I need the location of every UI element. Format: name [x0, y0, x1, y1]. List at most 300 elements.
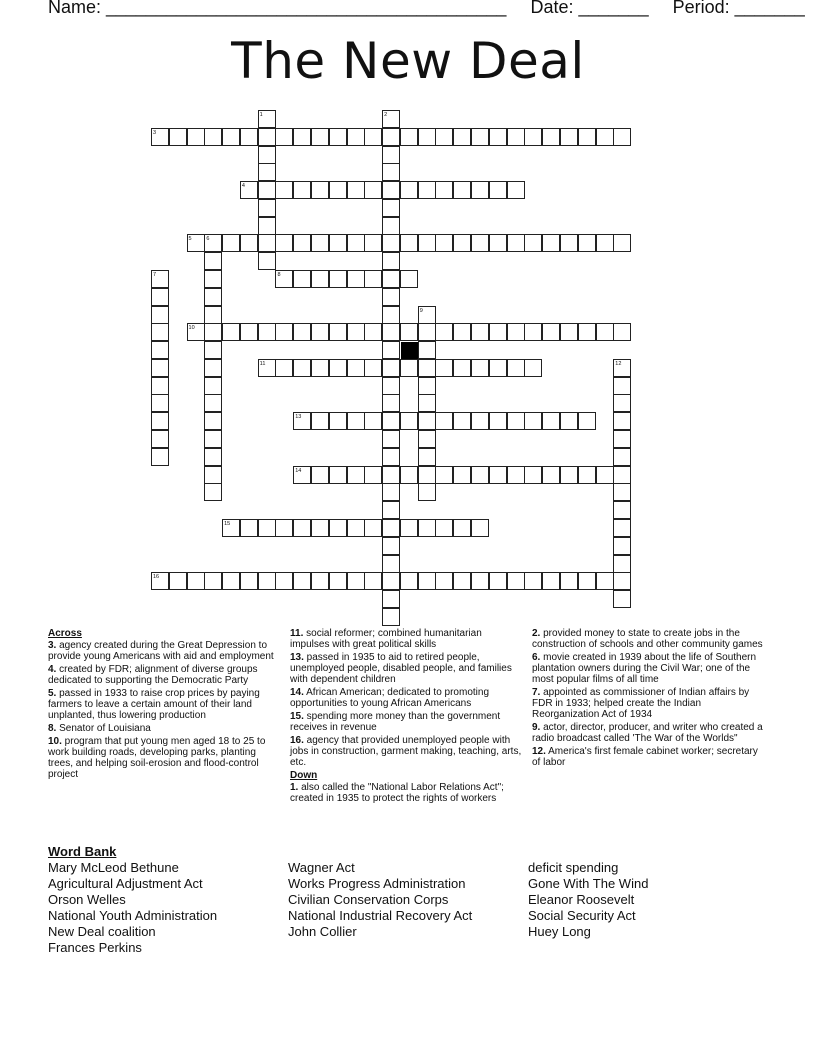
crossword-cell[interactable]	[364, 412, 382, 430]
crossword-cell[interactable]	[293, 128, 311, 146]
crossword-cell[interactable]	[382, 181, 400, 199]
crossword-cell[interactable]	[347, 412, 365, 430]
crossword-cell[interactable]	[204, 448, 222, 466]
crossword-cell[interactable]	[578, 412, 596, 430]
clue-number-label: 6.	[532, 652, 541, 663]
crossword-cell[interactable]	[453, 181, 471, 199]
crossword-cell[interactable]	[275, 359, 293, 377]
crossword-cell[interactable]	[329, 181, 347, 199]
crossword-cell[interactable]	[204, 306, 222, 324]
crossword-cell[interactable]	[275, 519, 293, 537]
crossword-cell[interactable]	[471, 323, 489, 341]
crossword-cell[interactable]	[435, 519, 453, 537]
crossword-cell[interactable]	[524, 323, 542, 341]
crossword-cell[interactable]	[382, 110, 400, 128]
crossword-cell[interactable]	[258, 323, 276, 341]
crossword-cell[interactable]	[275, 270, 293, 288]
crossword-cell[interactable]	[596, 572, 614, 590]
crossword-cell[interactable]	[293, 466, 311, 484]
crossword-cell[interactable]	[418, 430, 436, 448]
crossword-cell[interactable]	[400, 359, 418, 377]
crossword-cell[interactable]	[293, 572, 311, 590]
crossword-cell[interactable]	[329, 270, 347, 288]
crossword-cell[interactable]	[613, 537, 631, 555]
word-bank-entry: New Deal coalition	[48, 924, 156, 939]
crossword-cell[interactable]	[240, 572, 258, 590]
crossword-cell[interactable]	[382, 555, 400, 573]
crossword-cell[interactable]	[151, 270, 169, 288]
crossword-cell[interactable]	[151, 288, 169, 306]
crossword-cell[interactable]	[169, 572, 187, 590]
crossword-cell[interactable]	[489, 128, 507, 146]
crossword-cell[interactable]	[258, 519, 276, 537]
crossword-cell[interactable]	[418, 377, 436, 395]
crossword-cell[interactable]	[578, 466, 596, 484]
crossword-cell[interactable]	[187, 234, 205, 252]
crossword-cell[interactable]	[613, 359, 631, 377]
crossword-cell[interactable]	[382, 128, 400, 146]
crossword-cell[interactable]	[542, 234, 560, 252]
crossword-cell[interactable]	[329, 128, 347, 146]
crossword-cell[interactable]	[418, 572, 436, 590]
crossword-cell[interactable]	[435, 323, 453, 341]
crossword-cell[interactable]	[169, 128, 187, 146]
crossword-cell[interactable]	[347, 572, 365, 590]
crossword-cell[interactable]	[382, 163, 400, 181]
crossword-cell[interactable]	[560, 466, 578, 484]
crossword-cell[interactable]	[382, 146, 400, 164]
crossword-cell[interactable]	[151, 377, 169, 395]
crossword-cell[interactable]	[151, 430, 169, 448]
crossword-cell[interactable]	[258, 146, 276, 164]
crossword-cell[interactable]	[435, 359, 453, 377]
crossword-cell[interactable]	[400, 270, 418, 288]
crossword-cell[interactable]	[578, 572, 596, 590]
crossword-cell[interactable]	[275, 181, 293, 199]
crossword-cell[interactable]	[578, 323, 596, 341]
crossword-cell[interactable]	[151, 323, 169, 341]
crossword-cell[interactable]	[418, 341, 436, 359]
crossword-cell[interactable]	[151, 341, 169, 359]
crossword-cell[interactable]	[293, 359, 311, 377]
clue-number: 13	[295, 414, 302, 421]
crossword-cell[interactable]	[578, 234, 596, 252]
crossword-cell[interactable]	[596, 128, 614, 146]
crossword-cell[interactable]	[382, 412, 400, 430]
crossword-cell[interactable]	[507, 412, 525, 430]
crossword-cell[interactable]	[453, 466, 471, 484]
clue-down	[532, 722, 768, 744]
crossword-cell[interactable]	[258, 234, 276, 252]
date-field-label[interactable]: Date: _______	[530, 0, 649, 17]
crossword-cell[interactable]	[613, 466, 631, 484]
crossword-cell[interactable]	[507, 466, 525, 484]
crossword-cell[interactable]	[258, 181, 276, 199]
crossword-cell[interactable]	[382, 306, 400, 324]
crossword-cell[interactable]	[596, 323, 614, 341]
crossword-cell[interactable]	[613, 128, 631, 146]
crossword-cell[interactable]	[364, 572, 382, 590]
crossword-cell[interactable]	[507, 359, 525, 377]
crossword-cell[interactable]	[151, 306, 169, 324]
crossword-cell[interactable]	[329, 323, 347, 341]
crossword-cell[interactable]	[151, 128, 169, 146]
crossword-cell[interactable]	[613, 590, 631, 608]
crossword-cell[interactable]	[222, 128, 240, 146]
crossword-cell[interactable]	[347, 323, 365, 341]
crossword-cell[interactable]	[311, 128, 329, 146]
clue-number: 10	[188, 325, 195, 332]
crossword-cell[interactable]	[524, 234, 542, 252]
crossword-cell[interactable]	[471, 412, 489, 430]
crossword-cell[interactable]	[471, 572, 489, 590]
crossword-cell[interactable]	[347, 466, 365, 484]
clue-across	[290, 687, 522, 709]
crossword-cell[interactable]	[418, 181, 436, 199]
crossword-cell[interactable]	[311, 270, 329, 288]
crossword-cell[interactable]	[204, 341, 222, 359]
crossword-cell[interactable]	[524, 359, 542, 377]
crossword-cell[interactable]	[258, 128, 276, 146]
crossword-cell[interactable]	[400, 519, 418, 537]
clue-number-label: 10.	[48, 736, 62, 747]
crossword-cell[interactable]	[293, 270, 311, 288]
crossword-cell[interactable]	[435, 412, 453, 430]
crossword-cell[interactable]	[204, 412, 222, 430]
crossword-cell[interactable]	[453, 572, 471, 590]
crossword-cell[interactable]	[364, 323, 382, 341]
crossword-cell[interactable]	[382, 590, 400, 608]
crossword-cell[interactable]	[204, 377, 222, 395]
crossword-cell[interactable]	[364, 519, 382, 537]
clue-across	[48, 664, 280, 686]
crossword-cell[interactable]	[542, 323, 560, 341]
crossword-cell[interactable]	[311, 359, 329, 377]
word-bank-entry: Gone With The Wind	[528, 876, 649, 891]
crossword-cell[interactable]	[204, 572, 222, 590]
crossword-cell[interactable]	[542, 412, 560, 430]
word-bank-entry: Eleanor Roosevelt	[528, 892, 635, 907]
crossword-cell[interactable]	[347, 128, 365, 146]
crossword-cell[interactable]	[489, 323, 507, 341]
crossword-cell[interactable]	[613, 555, 631, 573]
crossword-cell[interactable]	[613, 430, 631, 448]
crossword-cell[interactable]	[364, 181, 382, 199]
clue-text: spending more money than the government receives in revenue	[290, 711, 501, 733]
crossword-cell[interactable]	[204, 252, 222, 270]
crossword-cell[interactable]	[293, 412, 311, 430]
crossword-cell[interactable]	[222, 323, 240, 341]
crossword-cell[interactable]	[204, 270, 222, 288]
crossword-cell[interactable]	[400, 128, 418, 146]
word-bank-entry: Wagner Act	[288, 860, 355, 875]
crossword-cell[interactable]	[453, 359, 471, 377]
crossword-cell[interactable]	[453, 234, 471, 252]
crossword-cell[interactable]	[382, 608, 400, 626]
crossword-cell[interactable]	[489, 181, 507, 199]
crossword-cell[interactable]	[329, 572, 347, 590]
crossword-cell[interactable]	[240, 323, 258, 341]
crossword-cell[interactable]	[204, 359, 222, 377]
clue-across	[290, 735, 522, 768]
clue-across	[290, 628, 522, 650]
crossword-cell[interactable]	[204, 430, 222, 448]
crossword-cell[interactable]	[507, 234, 525, 252]
crossword-cell[interactable]	[382, 483, 400, 501]
crossword-cell[interactable]	[311, 466, 329, 484]
crossword-cell[interactable]	[524, 412, 542, 430]
clue-down	[532, 746, 768, 768]
crossword-cell[interactable]	[382, 537, 400, 555]
crossword-cell[interactable]	[435, 572, 453, 590]
crossword-cell[interactable]	[187, 323, 205, 341]
crossword-cell[interactable]	[187, 572, 205, 590]
crossword-cell[interactable]	[275, 128, 293, 146]
clue-across	[48, 640, 280, 662]
crossword-cell[interactable]	[204, 483, 222, 501]
crossword-cell[interactable]	[347, 270, 365, 288]
crossword-cell[interactable]	[578, 128, 596, 146]
crossword-cell[interactable]	[435, 466, 453, 484]
crossword-cell[interactable]	[364, 270, 382, 288]
crossword-cell[interactable]	[311, 234, 329, 252]
crossword-cell[interactable]	[400, 181, 418, 199]
crossword-cell[interactable]	[418, 466, 436, 484]
crossword-cell[interactable]	[240, 128, 258, 146]
crossword-cell[interactable]	[507, 181, 525, 199]
clue-number-label: 2.	[532, 628, 541, 639]
crossword-cell[interactable]	[489, 234, 507, 252]
crossword-cell[interactable]	[329, 359, 347, 377]
clue-across	[48, 688, 280, 721]
crossword-cell[interactable]	[311, 181, 329, 199]
crossword-cell[interactable]	[382, 519, 400, 537]
crossword-cell[interactable]	[258, 252, 276, 270]
crossword-cell[interactable]	[418, 394, 436, 412]
crossword-cell[interactable]	[151, 359, 169, 377]
crossword-cell[interactable]	[613, 377, 631, 395]
crossword-cell[interactable]	[489, 412, 507, 430]
clue-number: 14	[295, 467, 302, 474]
crossword-cell[interactable]	[258, 572, 276, 590]
crossword-cell[interactable]	[596, 466, 614, 484]
crossword-cell[interactable]	[418, 234, 436, 252]
word-bank-column-2	[288, 860, 472, 940]
crossword-cell[interactable]	[275, 234, 293, 252]
crossword-cell[interactable]	[382, 448, 400, 466]
crossword-cell[interactable]	[489, 466, 507, 484]
clue-down	[290, 782, 522, 804]
crossword-cell[interactable]	[347, 234, 365, 252]
crossword-cell[interactable]	[560, 234, 578, 252]
crossword-cell[interactable]	[613, 448, 631, 466]
crossword-cell[interactable]	[240, 519, 258, 537]
crossword-cell[interactable]	[560, 412, 578, 430]
crossword-cell[interactable]	[204, 323, 222, 341]
crossword-cell[interactable]	[329, 519, 347, 537]
crossword-cell[interactable]	[471, 234, 489, 252]
period-field-label[interactable]: Period: _______	[672, 0, 805, 17]
crossword-cell[interactable]	[347, 519, 365, 537]
crossword-cell[interactable]	[471, 359, 489, 377]
crossword-cell[interactable]	[418, 306, 436, 324]
crossword-cell[interactable]	[418, 323, 436, 341]
crossword-cell[interactable]	[382, 394, 400, 412]
crossword-cell[interactable]	[258, 359, 276, 377]
crossword-cell[interactable]	[347, 181, 365, 199]
crossword-cell[interactable]	[471, 128, 489, 146]
crossword-cell[interactable]	[364, 234, 382, 252]
crossword-cell[interactable]	[382, 466, 400, 484]
clue-number-label: 13.	[290, 652, 304, 663]
crossword-cell[interactable]	[311, 572, 329, 590]
crossword-cell[interactable]	[453, 412, 471, 430]
crossword-cell[interactable]	[382, 430, 400, 448]
crossword-cell[interactable]	[524, 466, 542, 484]
crossword-cell[interactable]	[293, 323, 311, 341]
crossword-cell[interactable]	[613, 394, 631, 412]
crossword-cell[interactable]	[293, 234, 311, 252]
crossword-cell[interactable]	[489, 359, 507, 377]
crossword-cell[interactable]	[258, 110, 276, 128]
crossword-cell[interactable]	[382, 359, 400, 377]
name-field-label[interactable]: Name: ________________________________________	[48, 0, 507, 17]
crossword-cell[interactable]	[311, 323, 329, 341]
crossword-cell[interactable]	[400, 323, 418, 341]
crossword-cell[interactable]	[151, 412, 169, 430]
crossword-cell[interactable]	[418, 412, 436, 430]
clue-down	[532, 628, 768, 650]
crossword-cell[interactable]	[329, 466, 347, 484]
crossword-cell[interactable]	[489, 572, 507, 590]
crossword-cell[interactable]	[507, 572, 525, 590]
crossword-cell[interactable]	[613, 483, 631, 501]
crossword-cell[interactable]	[418, 359, 436, 377]
crossword-cell[interactable]	[418, 448, 436, 466]
crossword-cell[interactable]	[382, 572, 400, 590]
crossword-cell[interactable]	[613, 412, 631, 430]
crossword-cell[interactable]	[435, 181, 453, 199]
crossword-cell[interactable]	[347, 359, 365, 377]
crossword-cell[interactable]	[453, 323, 471, 341]
crossword-cell[interactable]	[542, 572, 560, 590]
crossword-cell[interactable]	[507, 323, 525, 341]
clue-text: America's first female cabinet worker; secretary of labor	[532, 746, 758, 768]
crossword-cell[interactable]	[275, 572, 293, 590]
crossword-cell[interactable]	[382, 199, 400, 217]
crossword-cell[interactable]	[613, 323, 631, 341]
crossword-cell[interactable]	[151, 572, 169, 590]
word-bank-entry: Mary McLeod Bethune	[48, 860, 179, 875]
crossword-cell[interactable]	[613, 519, 631, 537]
crossword-cell[interactable]	[542, 466, 560, 484]
crossword-cell[interactable]	[204, 466, 222, 484]
crossword-cell[interactable]	[222, 572, 240, 590]
word-bank-entry: Agricultural Adjustment Act	[48, 876, 203, 891]
crossword-cell[interactable]	[382, 323, 400, 341]
crossword-cell[interactable]	[382, 252, 400, 270]
clue-number: 9	[419, 307, 423, 314]
crossword-cell[interactable]	[382, 288, 400, 306]
crossword-cell[interactable]	[382, 501, 400, 519]
crossword-cell[interactable]	[435, 128, 453, 146]
crossword-cell[interactable]	[382, 341, 400, 359]
clue-number-label: 15.	[290, 711, 304, 722]
crossword-cell[interactable]	[329, 234, 347, 252]
crossword-cell[interactable]	[524, 128, 542, 146]
crossword-cell[interactable]	[524, 572, 542, 590]
crossword-cell[interactable]	[382, 377, 400, 395]
crossword-cell[interactable]	[151, 448, 169, 466]
crossword-cell[interactable]	[400, 466, 418, 484]
crossword-cell[interactable]	[275, 323, 293, 341]
crossword-cell[interactable]	[258, 217, 276, 235]
crossword-cell[interactable]	[240, 181, 258, 199]
crossword-cell[interactable]	[596, 234, 614, 252]
crossword-cell[interactable]	[364, 466, 382, 484]
crossword-cell[interactable]	[204, 234, 222, 252]
crossword-cell[interactable]	[311, 412, 329, 430]
crossword-cell[interactable]	[293, 181, 311, 199]
crossword-cell[interactable]	[507, 128, 525, 146]
crossword-cell[interactable]	[204, 394, 222, 412]
word-bank-entry: Orson Welles	[48, 892, 126, 907]
crossword-cell[interactable]	[204, 128, 222, 146]
crossword-cell[interactable]	[364, 128, 382, 146]
crossword-cell[interactable]	[151, 394, 169, 412]
clue-number-label: 14.	[290, 687, 304, 698]
crossword-cell[interactable]	[293, 519, 311, 537]
crossword-cell[interactable]	[382, 217, 400, 235]
crossword-cell[interactable]	[222, 234, 240, 252]
crossword-cell[interactable]	[435, 234, 453, 252]
clue-text: agency created during the Great Depression to provide young Americans with aid and employment	[48, 640, 274, 662]
crossword-cell[interactable]	[222, 519, 240, 537]
crossword-cell[interactable]	[613, 501, 631, 519]
crossword-cell[interactable]	[471, 519, 489, 537]
crossword-cell[interactable]	[418, 128, 436, 146]
crossword-cell[interactable]	[258, 199, 276, 217]
crossword-cell[interactable]	[240, 234, 258, 252]
crossword-cell[interactable]	[418, 519, 436, 537]
crossword-cell[interactable]	[187, 128, 205, 146]
crossword-cell[interactable]	[542, 128, 560, 146]
crossword-cell[interactable]	[204, 288, 222, 306]
crossword-cell[interactable]	[613, 572, 631, 590]
crossword-cell[interactable]	[560, 323, 578, 341]
crossword-cell[interactable]	[613, 234, 631, 252]
crossword-cell[interactable]	[471, 466, 489, 484]
crossword-cell[interactable]	[382, 234, 400, 252]
crossword-cell[interactable]	[453, 519, 471, 537]
crossword-cell[interactable]	[560, 128, 578, 146]
crossword-cell[interactable]	[471, 181, 489, 199]
crossword-cell[interactable]	[453, 128, 471, 146]
crossword-cell[interactable]	[258, 163, 276, 181]
clue-text: provided money to state to create jobs in the construction of schools and other community games	[532, 628, 763, 650]
crossword-cell[interactable]	[364, 359, 382, 377]
crossword-cell[interactable]	[311, 519, 329, 537]
crossword-cell[interactable]	[382, 270, 400, 288]
crossword-cell[interactable]	[400, 412, 418, 430]
crossword-cell[interactable]	[329, 412, 347, 430]
crossword-cell[interactable]	[418, 483, 436, 501]
crossword-cell[interactable]	[400, 234, 418, 252]
clue-across	[48, 723, 280, 734]
clue-down	[532, 687, 768, 720]
crossword-cell[interactable]	[400, 572, 418, 590]
crossword-cell[interactable]	[560, 572, 578, 590]
